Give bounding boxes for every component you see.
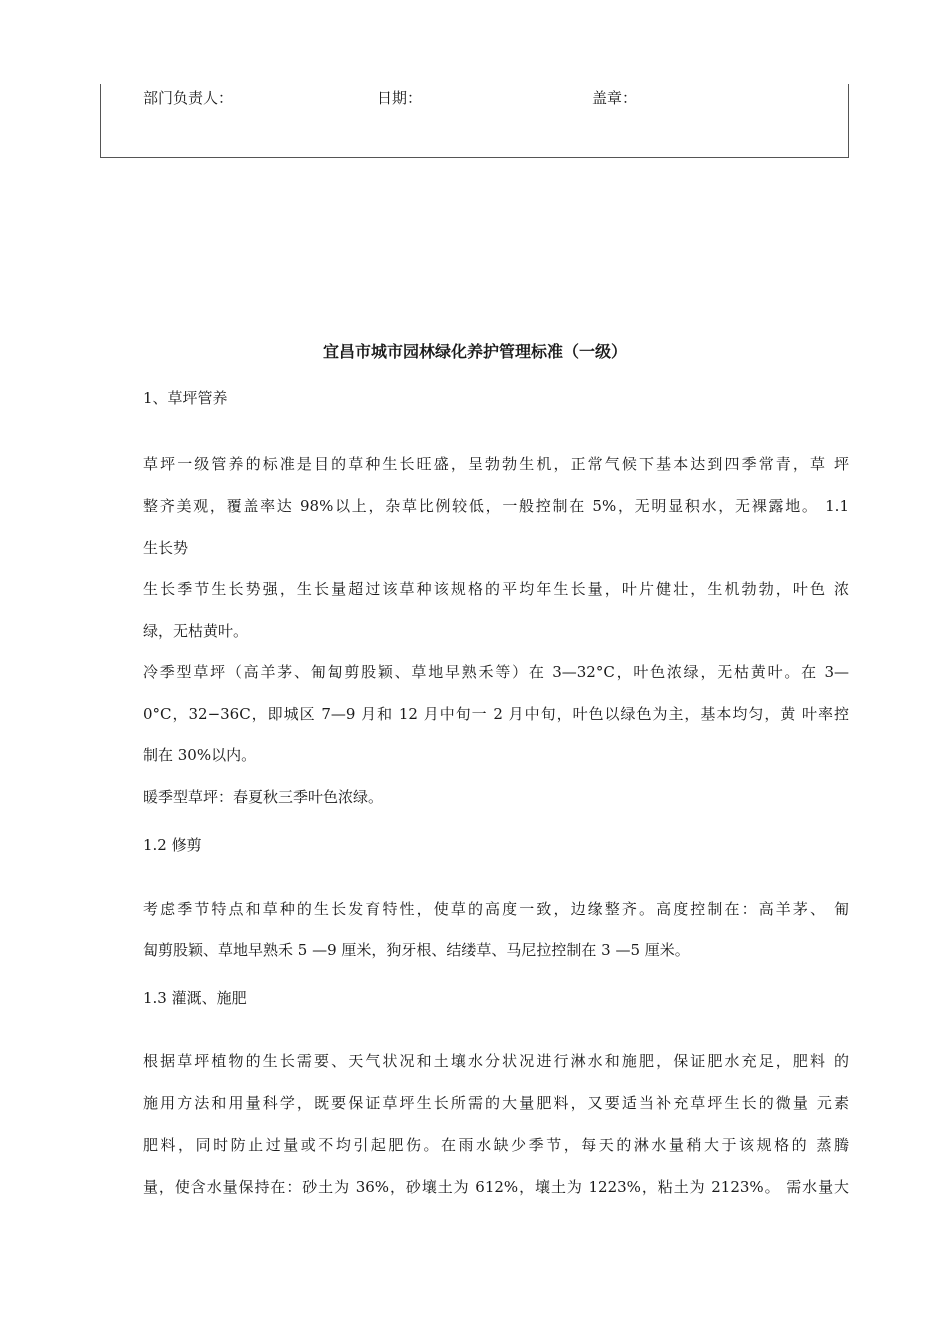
paragraph-line: 考虑季节特点和草种的生长发育特性，使草的高度一致，边缘整齐。高度控制在：高羊茅、 匍 bbox=[143, 900, 849, 918]
paragraph-line: 生长势 bbox=[143, 539, 189, 557]
section-heading-pruning: 1.2 修剪 bbox=[143, 836, 202, 854]
paragraph-line: 草坪一级管养的标准是目的草种生长旺盛，呈勃勃生机，正常气候下基本达到四季常青，草 坪 bbox=[143, 455, 849, 473]
paragraph-line: 暖季型草坪：春夏秋三季叶色浓绿。 bbox=[143, 788, 384, 806]
paragraph-line: 0°C，32−36C，即城区 7—9 月和 12 月中旬一 2 月中旬，叶色以绿色为主，基本均匀，黄 叶率控 bbox=[143, 705, 849, 723]
signature-box bbox=[100, 84, 849, 158]
document-title: 宜昌市城市园林绿化养护管理标准（一级） bbox=[322, 342, 627, 361]
paragraph-line: 根据草坪植物的生长需要、天气状况和土壤水分状况进行淋水和施肥，保证肥水充足，肥料 的 bbox=[143, 1052, 849, 1070]
paragraph-line: 冷季型草坪（高羊茅、匍匐剪股颖、草地早熟禾等）在 3—32°C，叶色浓绿，无枯黄叶。在 3— bbox=[143, 663, 849, 681]
paragraph-line: 匐剪股颖、草地早熟禾 5 —9 厘米，狗牙根、结缕草、马尼拉控制在 3 —5 厘米。 bbox=[143, 941, 690, 959]
paragraph-line: 整齐美观，覆盖率达 98%以上，杂草比例较低，一般控制在 5%，无明显积水，无裸露地。 1.1 bbox=[143, 497, 849, 515]
paragraph-line: 生长季节生长势强，生长量超过该草种该规格的平均年生长量，叶片健壮，生机勃勃，叶色 浓 bbox=[143, 580, 849, 598]
seal-label: 盖章： bbox=[592, 89, 638, 107]
paragraph-line: 施用方法和用量科学，既要保证草坪生长所需的大量肥料，又要适当补充草坪生长的微量 元素 bbox=[143, 1094, 849, 1112]
paragraph-line: 绿，无枯黄叶。 bbox=[143, 622, 249, 640]
paragraph-line: 肥料，同时防止过量或不均引起肥伤。在雨水缺少季节，每天的淋水量稍大于该规格的 蒸腾 bbox=[143, 1136, 849, 1154]
date-label: 日期： bbox=[377, 89, 423, 107]
paragraph-line: 制在 30%以内。 bbox=[143, 746, 257, 764]
section-heading-irrigation: 1.3 灌溉、施肥 bbox=[143, 989, 247, 1007]
paragraph-line: 量，使含水量保持在：砂土为 36%，砂壤土为 612%，壤土为 1223%，粘土为 2123%。 需水量大 bbox=[143, 1178, 849, 1196]
dept-head-label: 部门负责人： bbox=[143, 89, 234, 107]
section-heading-lawn: 1、草坪管养 bbox=[143, 389, 228, 407]
